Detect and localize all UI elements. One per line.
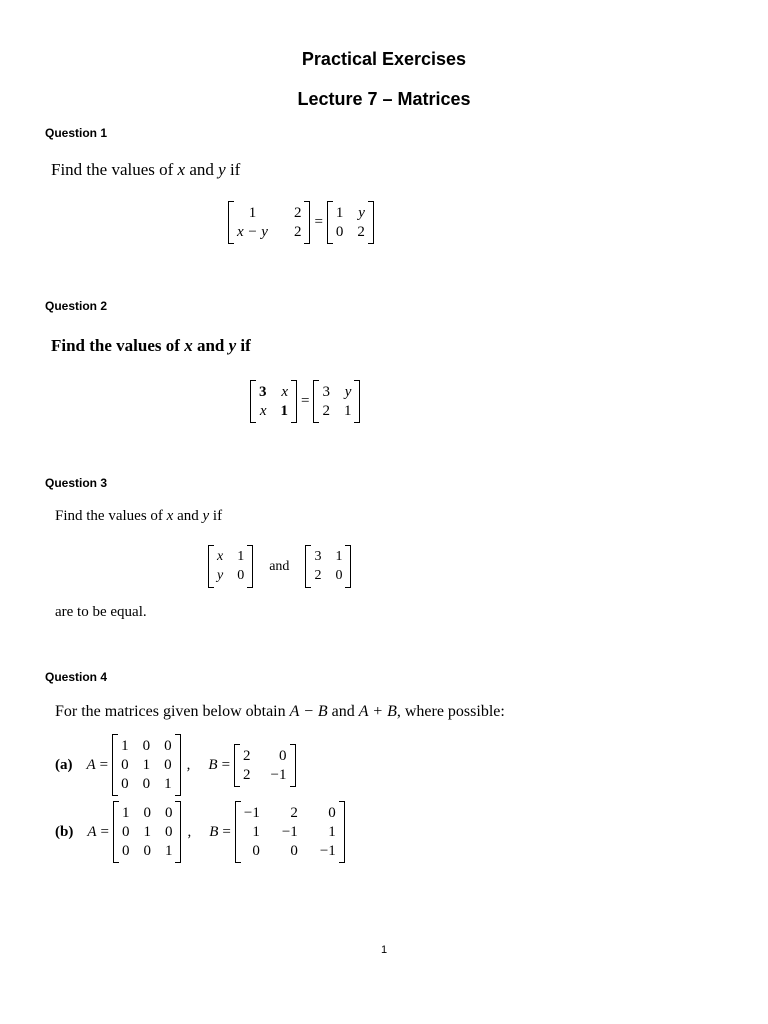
comma-separator: , xyxy=(186,756,191,773)
statement-text: if xyxy=(225,160,241,179)
matrix-lhs xyxy=(250,380,297,423)
conjunction-text: and xyxy=(269,558,290,574)
matrix-rhs xyxy=(327,201,374,244)
equals-sign: = xyxy=(314,214,323,230)
var-x: x xyxy=(177,160,186,179)
expression-a-plus-b: A + B xyxy=(358,703,397,720)
part-label: (a) xyxy=(55,756,73,773)
matrix-cell: x − y xyxy=(237,224,268,240)
page-number: 1 xyxy=(380,944,388,956)
matrix-name-a: A xyxy=(87,823,97,840)
question-2-equation xyxy=(250,380,360,423)
var-x: x xyxy=(166,508,174,524)
matrix-cell: 0 xyxy=(121,824,130,840)
matrix-cell: 0 xyxy=(237,568,245,583)
matrix-cell: 1 xyxy=(164,843,173,859)
matrix-cell: x xyxy=(259,403,267,419)
matrix-cell: 2 xyxy=(314,568,322,583)
matrix-cell: 1 xyxy=(142,757,151,773)
question-1-label: Question 1 xyxy=(45,126,108,140)
document-title: Practical Exercises xyxy=(301,49,467,69)
matrix-b xyxy=(234,744,295,787)
matrix-cell: y xyxy=(217,568,224,583)
expression-a-minus-b: A − B xyxy=(289,703,328,720)
matrix-cell: 1 xyxy=(143,824,151,840)
matrix-cell: 1 xyxy=(335,549,343,564)
matrix-cell: 3 xyxy=(259,384,267,400)
matrix-cell: 0 xyxy=(143,843,151,859)
matrix-cell: y xyxy=(358,205,365,221)
equals-sign: = xyxy=(301,393,310,409)
matrix-cell: 0 xyxy=(279,747,287,764)
matrix-cell: 0 xyxy=(164,757,172,773)
matrix-cell: 0 xyxy=(142,776,151,792)
matrix-cell: 0 xyxy=(252,843,260,859)
matrix-lhs xyxy=(208,545,253,588)
matrix-cell: y xyxy=(344,384,352,400)
matrix-cell: 1 xyxy=(121,805,130,821)
statement-text: and xyxy=(192,336,229,355)
var-y: y xyxy=(202,508,210,524)
statement-text: and xyxy=(327,703,359,720)
equals-sign: = xyxy=(221,756,231,773)
matrix-cell: 2 xyxy=(293,205,302,221)
matrix-cell: 2 xyxy=(243,747,251,764)
var-y: y xyxy=(218,160,226,179)
equals-sign: = xyxy=(99,756,109,773)
matrix-cell: 0 xyxy=(164,738,172,754)
matrix-cell: x xyxy=(281,384,288,400)
statement-text: Find the values of xyxy=(51,336,185,355)
statement-text: if xyxy=(209,508,223,524)
var-y: y xyxy=(228,336,237,355)
matrix-a xyxy=(112,734,181,796)
question-4-part-b xyxy=(55,801,345,863)
matrix-cell: 0 xyxy=(143,805,151,821)
matrix-cell: 0 xyxy=(164,824,173,840)
matrix-cell: −1 xyxy=(270,766,287,783)
question-2-statement xyxy=(51,336,251,356)
matrix-rhs xyxy=(305,545,351,588)
part-label: (b) xyxy=(55,823,74,840)
comma-separator: , xyxy=(187,823,192,840)
equals-sign: = xyxy=(222,823,231,840)
statement-text: Find the values of xyxy=(55,508,167,524)
statement-text: and xyxy=(173,508,203,524)
matrix-rhs xyxy=(313,380,360,423)
matrix-cell: 3 xyxy=(314,549,322,564)
question-1-equation xyxy=(228,201,374,244)
question-3-label: Question 3 xyxy=(45,476,108,490)
document-subtitle: Lecture 7 – Matrices xyxy=(297,89,471,109)
matrix-lhs xyxy=(228,201,310,244)
matrix-name-b: B xyxy=(208,756,218,773)
matrix-cell: −1 xyxy=(243,805,260,821)
matrix-b xyxy=(235,801,345,863)
statement-text: Find the values of xyxy=(51,160,178,179)
matrix-cell: 0 xyxy=(121,757,129,773)
equals-sign: = xyxy=(100,823,109,840)
question-4-part-a xyxy=(55,734,296,796)
matrix-cell: −1 xyxy=(319,843,336,859)
question-3-footer: are to be equal. xyxy=(55,604,147,620)
question-4-label: Question 4 xyxy=(45,670,108,684)
matrix-cell: 0 xyxy=(335,568,343,583)
statement-text: if xyxy=(236,336,251,355)
matrix-cell: 1 xyxy=(280,403,288,419)
matrix-cell: 0 xyxy=(328,805,336,821)
matrix-cell: 1 xyxy=(237,549,245,564)
matrix-cell: 2 xyxy=(243,766,251,783)
matrix-cell: 0 xyxy=(290,843,298,859)
matrix-cell: 1 xyxy=(248,205,257,221)
matrix-name-a: A xyxy=(86,756,96,773)
question-1-statement xyxy=(51,160,240,180)
matrix-cell: x xyxy=(217,549,224,564)
matrix-name-b: B xyxy=(209,823,219,840)
matrix-cell: 1 xyxy=(335,205,344,221)
matrix-cell: 3 xyxy=(322,384,330,400)
var-x: x xyxy=(184,336,193,355)
matrix-a xyxy=(113,801,182,863)
matrix-cell: 2 xyxy=(322,403,330,419)
matrix-cell: 1 xyxy=(121,738,129,754)
matrix-cell: 0 xyxy=(335,224,344,240)
question-3-statement xyxy=(55,508,222,525)
matrix-cell: 2 xyxy=(357,224,365,240)
question-4-statement xyxy=(55,703,505,721)
matrix-cell: 0 xyxy=(121,776,129,792)
matrix-cell: 1 xyxy=(328,824,336,840)
matrix-cell: 2 xyxy=(290,805,298,821)
matrix-cell: 0 xyxy=(121,843,130,859)
statement-text: For the matrices given below obtain xyxy=(55,703,290,720)
matrix-cell: 0 xyxy=(164,805,173,821)
matrix-cell: −1 xyxy=(281,824,298,840)
matrix-cell: 0 xyxy=(142,738,151,754)
matrix-cell: 1 xyxy=(164,776,172,792)
statement-text: , where possible: xyxy=(396,703,505,720)
matrix-cell: 2 xyxy=(293,224,302,240)
matrix-cell: 1 xyxy=(343,403,352,419)
question-3-equation xyxy=(208,545,351,588)
statement-text: and xyxy=(185,160,219,179)
matrix-cell: 1 xyxy=(252,824,260,840)
question-2-label: Question 2 xyxy=(45,299,108,313)
